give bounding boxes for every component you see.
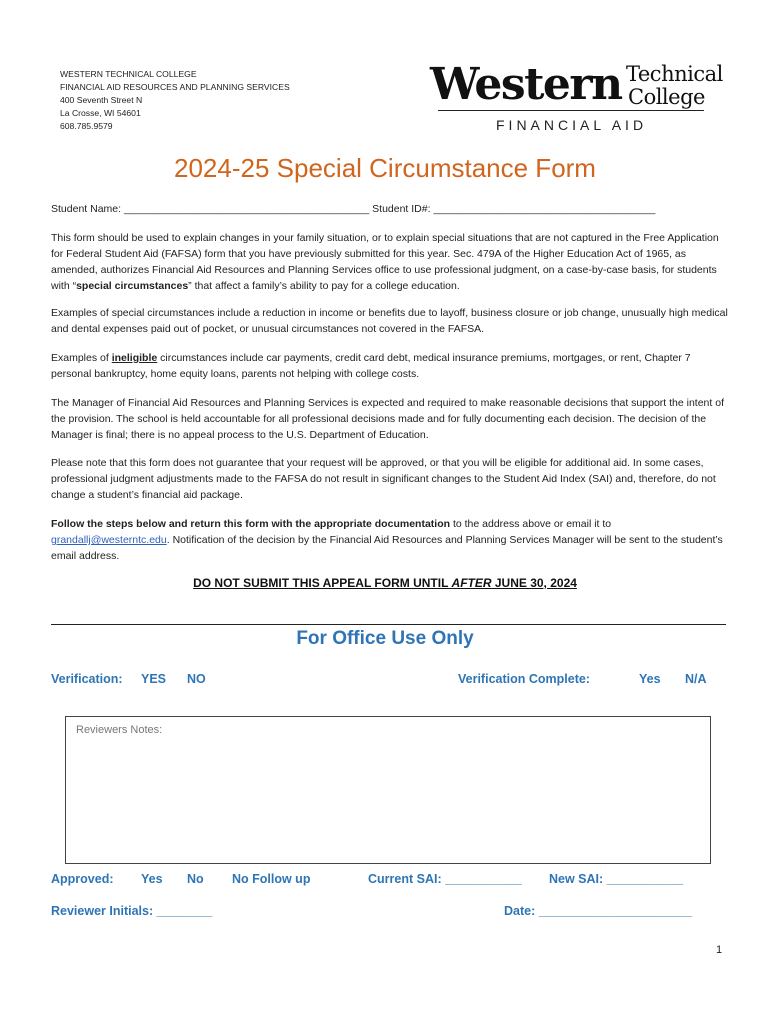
paragraph-text: ” that affect a family’s ability to pay for a college education. [188,280,460,292]
reviewers-notes-box[interactable] [65,716,711,864]
current-sai-blank[interactable]: ___________ [445,872,522,886]
page-number: 1 [716,944,723,956]
paragraph-text: Please note that this form does not guarantee that your request will be approved, or that you will be eligible for additional aid. In some cases, professional judgment adjustments made to the FAFSA do not result in significant changes to the Student Aid Index (SAI) and, therefore, do not change a student’s financial aid package. [51,457,716,501]
paragraph-text: This form should be used to explain changes in your family situation, or to explain special situations that are not captured in the Free Application for Federal Student Aid (FAFSA) form that you have previously submitted for this year. Sec. 479A of the Higher Education Act of 1965, as amended, authorizes Financial Aid Resources and Planning Services office to use professional judgment, on a case-by-case basis, for students with “ [51,232,719,292]
paragraph-manager [51,395,729,443]
reviewer-initials-label: Reviewer Initials: [51,904,157,918]
logo-western-text: Western [430,59,622,110]
new-sai-blank[interactable]: ___________ [606,872,684,886]
address-line: FINANCIAL AID RESOURCES AND PLANNING SERVICES [60,82,290,92]
current-sai-field[interactable] [368,872,522,886]
deadline-text: DO NOT SUBMIT THIS APPEAL FORM UNTIL [193,576,452,590]
logo-college-text: College [628,85,705,109]
reviewers-notes-label: Reviewers Notes: [76,724,163,736]
approved-no-follow-up-option[interactable]: No Follow up [232,872,311,886]
student-id-field[interactable]: ______________________________________ [433,203,656,215]
logo-financial-aid-text: FINANCIAL AID [496,117,648,133]
paragraph-ineligible [51,350,729,382]
paragraph-text: Examples of [51,352,112,364]
ineligible-bold: ineligible [111,352,158,364]
paragraph-text: The Manager of Financial Aid Resources and Planning Services is expected and required to make reasonable decisions that support the intent of the provision. The school is held accountable for all professional decisions made and for fully documenting each decision. The decision of the Manager is final; there is no appeal process to the U.S. Department of Education. [51,397,724,441]
paragraph-examples [51,305,729,337]
office-use-title: For Office Use Only [296,628,474,649]
email-link[interactable]: grandallj@westerntc.edu [51,534,167,546]
logo-divider [438,110,704,111]
special-circumstances-bold: special circumstances [76,280,189,292]
approved-label: Approved: [51,872,114,886]
instructions-bold: Follow the steps below and return this form with the appropriate documentation [51,518,451,530]
address-line: 400 Seventh Street N [60,95,143,105]
student-info-line [51,201,729,217]
student-name-field[interactable]: __________________________________________ [123,203,370,215]
address-line: La Crosse, WI 54601 [60,108,141,118]
verification-yes-option[interactable]: YES [141,672,167,686]
deadline-after: AFTER [451,576,492,590]
reviewer-initials-blank[interactable]: ________ [156,904,213,918]
paragraph-text: Examples of special circumstances include a reduction in income or benefits due to layoff, business closure or job change, unusually high medical and dental expenses paid out of pocket, or unusual circumstances not covered in the FAFSA. [51,307,728,335]
new-sai-field[interactable] [549,872,683,886]
date-label: Date: [504,904,539,918]
address-line: 608.785.9579 [60,121,113,131]
verification-label: Verification: [51,672,123,686]
paragraph-text: circumstances include car payments, credit card debt, medical insurance premiums, mortgages, or rent, Chapter 7 personal bankruptcy, home equity loans, parents not helping with college costs. [51,352,691,380]
paragraph-text: . Notification of the decision by the Financial Aid Resources and Planning Services Manager will be sent to the student’s email address. [51,534,723,562]
logo-technical-text: Technical [626,62,723,86]
paragraph-instructions [51,516,729,564]
date-blank[interactable]: ______________________ [538,904,692,918]
verification-complete-label: Verification Complete: [458,672,590,686]
new-sai-label: New SAI: [549,872,607,886]
paragraph-purpose [51,230,729,294]
deadline-date: JUNE 30, 2024 [491,576,577,590]
western-logo [430,60,730,136]
student-id-label: Student ID#: [369,203,434,215]
verification-no-option[interactable]: NO [187,672,206,686]
paragraph-text: to the address above or email it to [450,518,612,530]
date-field[interactable] [504,904,692,918]
paragraph-note [51,455,729,503]
student-name-label: Student Name: [51,203,124,215]
reviewer-initials-field[interactable] [51,904,212,918]
address-line: WESTERN TECHNICAL COLLEGE [60,69,197,79]
college-address [60,68,290,133]
section-divider [51,624,726,625]
verification-complete-yes-option[interactable]: Yes [639,672,661,686]
current-sai-label: Current SAI: [368,872,446,886]
verification-complete-na-option[interactable]: N/A [685,672,707,686]
approved-yes-option[interactable]: Yes [141,872,163,886]
form-title: 2024-25 Special Circumstance Form [174,153,596,183]
deadline-notice [0,576,770,590]
approved-no-option[interactable]: No [187,872,204,886]
